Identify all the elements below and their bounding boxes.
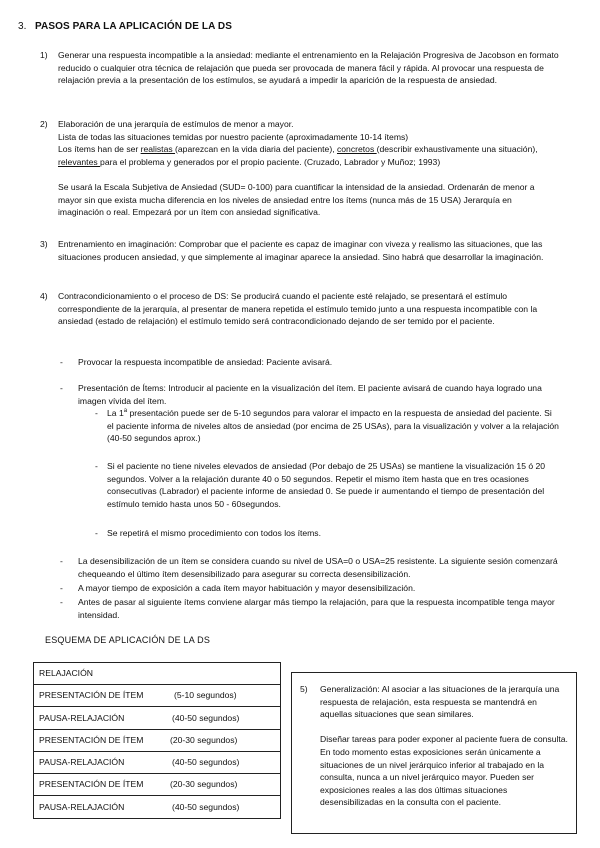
- step-number: 1): [40, 50, 48, 60]
- bullet-text: Antes de pasar al siguiente ítems conviene alargar más tiempo la relajación, para que la respuesta incompatible tenga mayor intensidad.: [78, 597, 555, 620]
- schema-row: [34, 730, 280, 752]
- schema-title: ESQUEMA DE APLICACIÓN DE LA DS: [45, 635, 211, 645]
- step-text: Los ítems han de ser realistas (aparezcan en la vida diaria del paciente), concretos (describir exhaustivamente una situación), relevantes para el problema y generados por el propio paciente. (Cruzado, Labrador y Muñoz; 1993): [58, 144, 538, 167]
- section-heading: [18, 21, 232, 34]
- bullet-text: Provocar la respuesta incompatible de ansiedad: Paciente avisará.: [78, 357, 333, 367]
- schema-row-label: PAUSA-RELAJACIÓN: [39, 712, 125, 723]
- step-text: Contracondicionamiento o el proceso de DS: Se producirá cuando el paciente esté relajado, se presentará el estímulo correspondiente de la jerarquía, al presentar de manera repetida el estímulo temido junto a una respuesta incompatible con la ansiedad (estado de relajación) el estímulo temido será contracondicionado dejando de ser temido por el paciente.: [58, 291, 538, 327]
- sub-bullet-item: - La 1$^a$ presentación puede ser de 5-10 segundos para valorar el impacto en la respuesta de ansiedad del paciente. Si el paciente informa de niveles altos de ansiedad (por encima de 25 USAs), para la visualización y volver a la relajación (40-50 segundos aprox.): [95, 408, 559, 444]
- generalization-box: [291, 672, 577, 834]
- schema-row-label: PAUSA-RELAJACIÓN: [39, 757, 125, 768]
- bullet-item: - La desensibilización de un ítem se considera cuando su nivel de USA=0 o USA=25 resistente. La siguiente sesión comenzará chequeando el último ítem desensibilizado para asegurar su correcta desensibilización.: [60, 555, 560, 580]
- step-number: 5): [300, 684, 308, 694]
- schema-row: [34, 752, 280, 774]
- step-number: 4): [40, 291, 48, 301]
- bullet-text: Presentación de Ítems: Introducir al paciente en la visualización del ítem. El paciente avisará de cuando haya logrado una imagen vívida del ítem.: [78, 383, 542, 406]
- schema-row-duration: (40-50 segundos): [172, 757, 240, 768]
- step-2: [40, 118, 560, 219]
- step-4: [40, 290, 560, 328]
- bullet-item: - Provocar la respuesta incompatible de ansiedad: Paciente avisará.: [60, 356, 560, 369]
- schema-row: [34, 796, 280, 818]
- step-1: [40, 49, 560, 87]
- step-text: Entrenamiento en imaginación: Comprobar que el paciente es capaz de imaginar con viveza y realismo las situaciones, que las situaciones producen ansiedad, y que simplemente al imaginar aparece la ansiedad. Sino habrá que desarrollar la imaginación.: [58, 239, 544, 262]
- step-number: 3): [40, 239, 48, 249]
- bullet-item: - Presentación de Ítems: Introducir al paciente en la visualización del ítem. El paciente avisará de cuando haya logrado una imagen vívida del ítem.: [60, 382, 560, 407]
- schema-row: [34, 685, 280, 707]
- bullet-text: La 1$^a$ presentación puede ser de 5-10 segundos para valorar el impacto en la respuesta de ansiedad del paciente. Si el paciente informa de niveles altos de ansiedad (por encima de 25 USAs), para la visualización y volver a la relajación (40-50 segundos aprox.): [107, 408, 559, 444]
- schema-row-label: PRESENTACIÓN DE ÍTEM: [39, 690, 144, 701]
- bullet-item: - Antes de pasar al siguiente ítems conviene alargar más tiempo la relajación, para que la respuesta incompatible tenga mayor intensidad.: [60, 596, 560, 621]
- schema-row: [34, 663, 280, 685]
- bullet-text: Si el paciente no tiene niveles elevados de ansiedad (Por debajo de 25 USAs) se mantiene la visualización 15 ó 20 segundos. Volver a la relajación durante 40 o 50 segundos. Repetir el mismo ítem hasta que en tres ocasiones consecutivas (Labrador) el paciente informe de ansiedad 0. Se puede ir aumentando el tiempo de presentación del estímulo temido hasta unos 50 - 60segundos.: [107, 461, 546, 509]
- schema-row-label: RELAJACIÓN: [39, 668, 93, 679]
- step-text: Se usará la Escala Subjetiva de Ansiedad (SUD= 0-100) para cuantificar la intensidad de la ansiedad. Ordenarán de menor a mayor sin que exista mucha diferencia en los niveles de ansiedad entre los ítems (nunca más de 15 USA) Jerarquía en imaginación o real. Empezará por un ítem con ansiedad significativa.: [58, 181, 535, 218]
- step-text: Generalización: Al asociar a las situaciones de la jerarquía una respuesta de relajación, esta respuesta se mantendrá en aquellas situaciones que sean similares.: [320, 684, 560, 720]
- step-text: Generar una respuesta incompatible a la ansiedad: mediante el entrenamiento en la Relajación Progresiva de Jacobson en formato reducido o cualquier otra técnica de relajación que pueda ser provocada de manera fácil y rápida. Al provocar una respuesta de relajación previa a la presentación de los estímulos, se ayudará a impedir la aparición de la respuesta de ansiedad.: [58, 50, 559, 86]
- section-title: PASOS PARA LA APLICACIÓN DE LA DS: [35, 21, 233, 32]
- schema-row-duration: (40-50 segundos): [172, 801, 240, 812]
- bullet-text: A mayor tiempo de exposición a cada ítem mayor habituación y mayor desensibilización.: [78, 583, 416, 593]
- step-number: 2): [40, 119, 48, 129]
- schema-table: [33, 662, 281, 819]
- step-3: [40, 238, 560, 263]
- sub-bullet-item: - Se repetirá el mismo procedimiento con todos los ítems.: [95, 527, 560, 540]
- bullet-text: La desensibilización de un ítem se considera cuando su nivel de USA=0 o USA=25 resistente. La siguiente sesión comenzará chequeando el último ítem desensibilizado para asegurar su correcta desensibilización.: [78, 556, 558, 579]
- schema-row-label: PAUSA-RELAJACIÓN: [39, 801, 125, 812]
- step-text: Lista de todas las situaciones temidas por nuestro paciente (aproximadamente 10-14 ítems): [58, 131, 409, 142]
- section-number: 3.: [18, 21, 27, 32]
- bullet-item: - A mayor tiempo de exposición a cada ítem mayor habituación y mayor desensibilización.: [60, 582, 560, 595]
- schema-row-duration: (20-30 segundos): [170, 779, 238, 790]
- schema-row: [34, 774, 280, 796]
- schema-row-duration: (40-50 segundos): [172, 712, 240, 723]
- schema-row-label: PRESENTACIÓN DE ÍTEM: [39, 779, 144, 790]
- step-text: Diseñar tareas para poder exponer al paciente fuera de consulta. En todo momento estas exposiciones serán únicamente a situaciones de un nivel jerárquico inferior al trabajado en la consulta, nunca a un nivel jerárquico mayor. Pueden ser exposiciones reales a las dos últimas situaciones desensibilizadas en la consulta con el paciente.: [320, 734, 568, 808]
- step-text: Elaboración de una jerarquía de estímulos de menor a mayor.: [58, 119, 294, 129]
- schema-row-duration: (20-30 segundos): [170, 734, 238, 745]
- schema-row: [34, 707, 280, 729]
- bullet-text: Se repetirá el mismo procedimiento con todos los ítems.: [107, 528, 321, 538]
- sub-bullet-item: - Si el paciente no tiene niveles elevados de ansiedad (Por debajo de 25 USAs) se mantiene la visualización 15 ó 20 segundos. Volver a la relajación durante 40 o 50 segundos. Repetir el mismo ítem hasta que en tres ocasiones consecutivas (Labrador) el paciente informe de ansiedad 0. Se puede ir aumentando el tiempo de presentación del estímulo temido hasta unos 50 - 60segundos.: [95, 460, 560, 510]
- schema-row-duration: (5-10 segundos): [174, 690, 237, 701]
- schema-row-label: PRESENTACIÓN DE ÍTEM: [39, 734, 144, 745]
